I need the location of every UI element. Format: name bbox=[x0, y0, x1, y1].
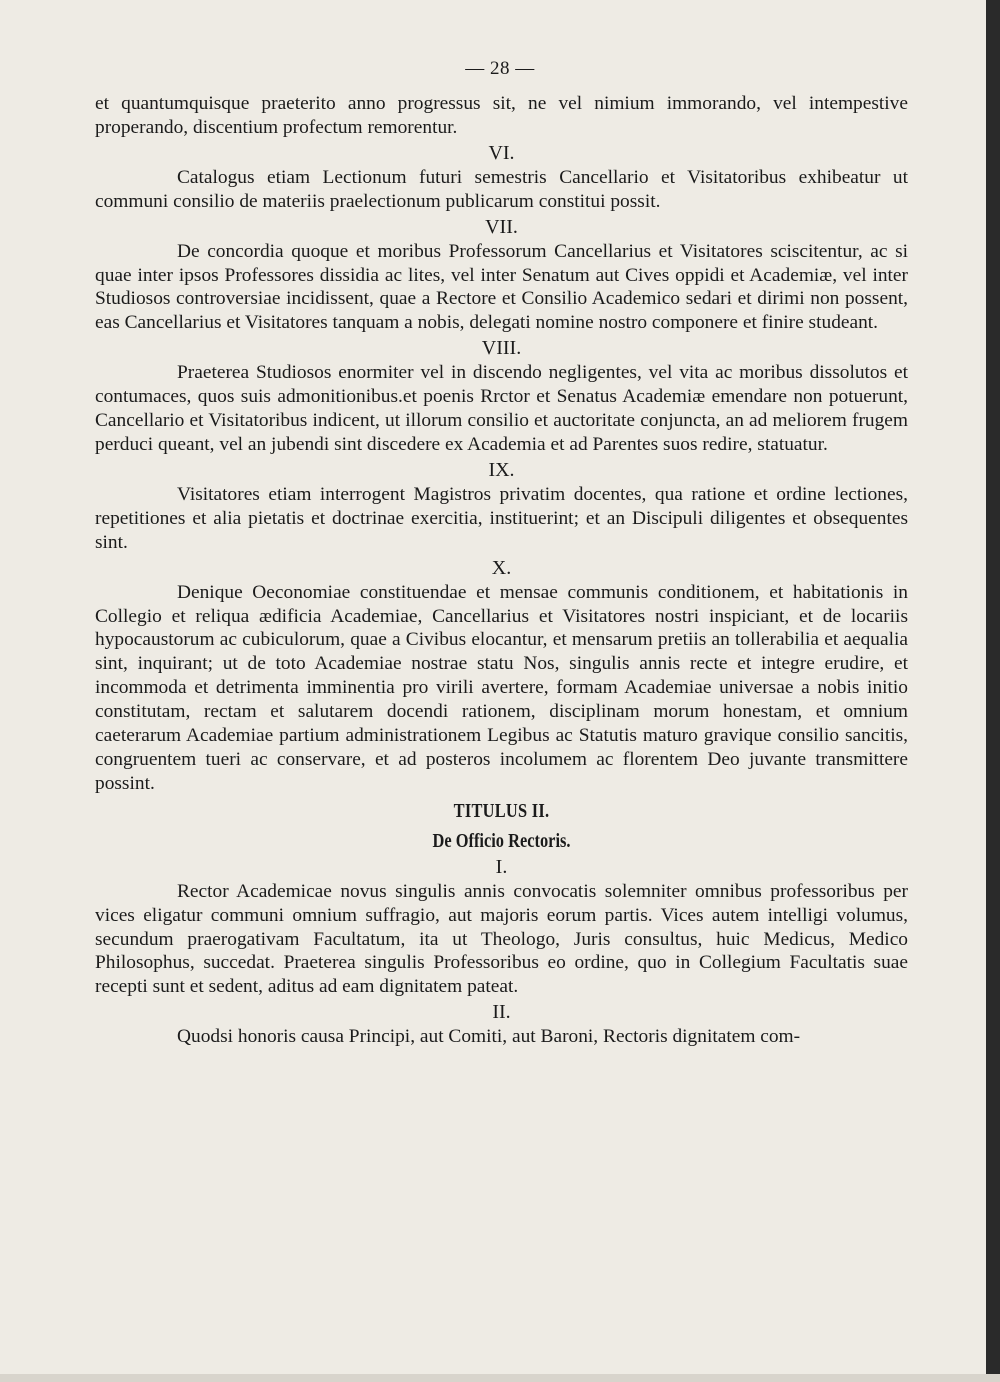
paragraph-intro: et quantumquisque praeterito anno progressus sit, ne vel nimium immorando, vel intempestive properando, discentium profectum remorentur. bbox=[95, 93, 908, 138]
section-heading-vii: VII. bbox=[485, 215, 518, 238]
body-text bbox=[95, 92, 908, 1049]
section-heading-t2-ii: II. bbox=[492, 1001, 511, 1024]
section-heading-t2-i: I. bbox=[495, 855, 508, 878]
scan-edge-bottom bbox=[0, 1374, 1000, 1382]
paragraph-ix: Visitatores etiam interrogent Magistros privatim docentes, qua ratione et ordine lectiones, repetitiones et alia pietatis et doctrinae exercitia, instituerint; et an Discipuli diligentes et obsequentes sint. bbox=[95, 483, 908, 553]
section-heading-viii: VIII. bbox=[481, 337, 522, 360]
section-heading-vi: VI. bbox=[488, 141, 515, 164]
paragraph-vii: De concordia quoque et moribus Professorum Cancellarius et Visitatores sciscitentur, ac si quae inter ipsos Professores dissidia ac lites, vel inter Senatum aut Cives oppidi et Academiæ, vel inter Studiosos controversiae incidissent, quae a Rectore et Consilio Academico sedari et dirimi non possent, eas Cancellarius et Visitatores tanquam a nobis, delegati nomine nostro componere et finire studeant. bbox=[95, 240, 908, 334]
paragraph-viii: Praeterea Studiosos enormiter vel in discendo negligentes, vel vita ac moribus dissolutos et contumaces, quos suis admonitionibus.et poenis Rrctor et Senatus Academiæ emendare non potuerunt, Cancellario et Visitatoribus indicent, ut illorum consilio et auctoritate conjuncta, an ad meliorem frugem perduci queant, vel an jubendi sint discedere ex Academia et ad Parentes suos redire, statuatur. bbox=[95, 362, 908, 455]
section-heading-ix: IX. bbox=[488, 458, 515, 481]
paragraph-vi: Catalogus etiam Lectionum futuri semestris Cancellario et Visitatoribus exhibeatur ut communi consilio de materiis praelectionum publicarum constitui possit. bbox=[95, 166, 908, 212]
page-number: — 28 — bbox=[465, 58, 535, 79]
titulus-subheading: De Officio Rectoris. bbox=[432, 829, 571, 852]
paragraph-t2-i: Rector Academicae novus singulis annis convocatis solemniter omnibus professoribus per vices eligatur communi omnium suffragio, aut majoris eorum partis. Vices autem intelligi volumus, secundum praerogativam Facultatum, ita ut Theologo, Juris consultus, huic Medicus, Medico Philosophus, succedat. Praeterea singulis Professoribus eo ordine, quo in Collegium Facultatis suae recepti sunt et sedent, aditus ad eam dignitatem pateat. bbox=[95, 880, 908, 998]
section-heading-x: X. bbox=[491, 556, 512, 579]
paragraph-x: Denique Oeconomiae constituendae et mensae communis conditionem, et habitationis in Collegio et reliqua ædificia Academiae, Cancellarius et Visitatores nostri inspiciant, et de locariis hypocaustorum ac cubiculorum, quae a Civibus elocantur, et mensarum pretiis an tollerabilia et aequalia sint, inquirant; ut de toto Academiae nostrae statu Nos, singulis annis recte et integre erudire, et incommoda et detrimenta imminentia pro virili avertere, formam Academiae universae a nobis initio constitutam, rectam et salutarem docendi rationem, disciplinam morum honestam, et omnium caeterarum Academiae partium administrationem Legibus ac Statutis maturo gravique consilio sancitis, congruentem tueri ac conservare, et ad posteros incolumem ac florentem Deo juvante transmittere possint. bbox=[95, 581, 908, 794]
titulus-heading: TITULUS II. bbox=[453, 799, 550, 822]
paragraph-t2-ii: Quodsi honoris causa Principi, aut Comiti, aut Baroni, Rectoris dignitatem com- bbox=[177, 1026, 801, 1048]
scan-edge-right bbox=[986, 0, 1000, 1382]
